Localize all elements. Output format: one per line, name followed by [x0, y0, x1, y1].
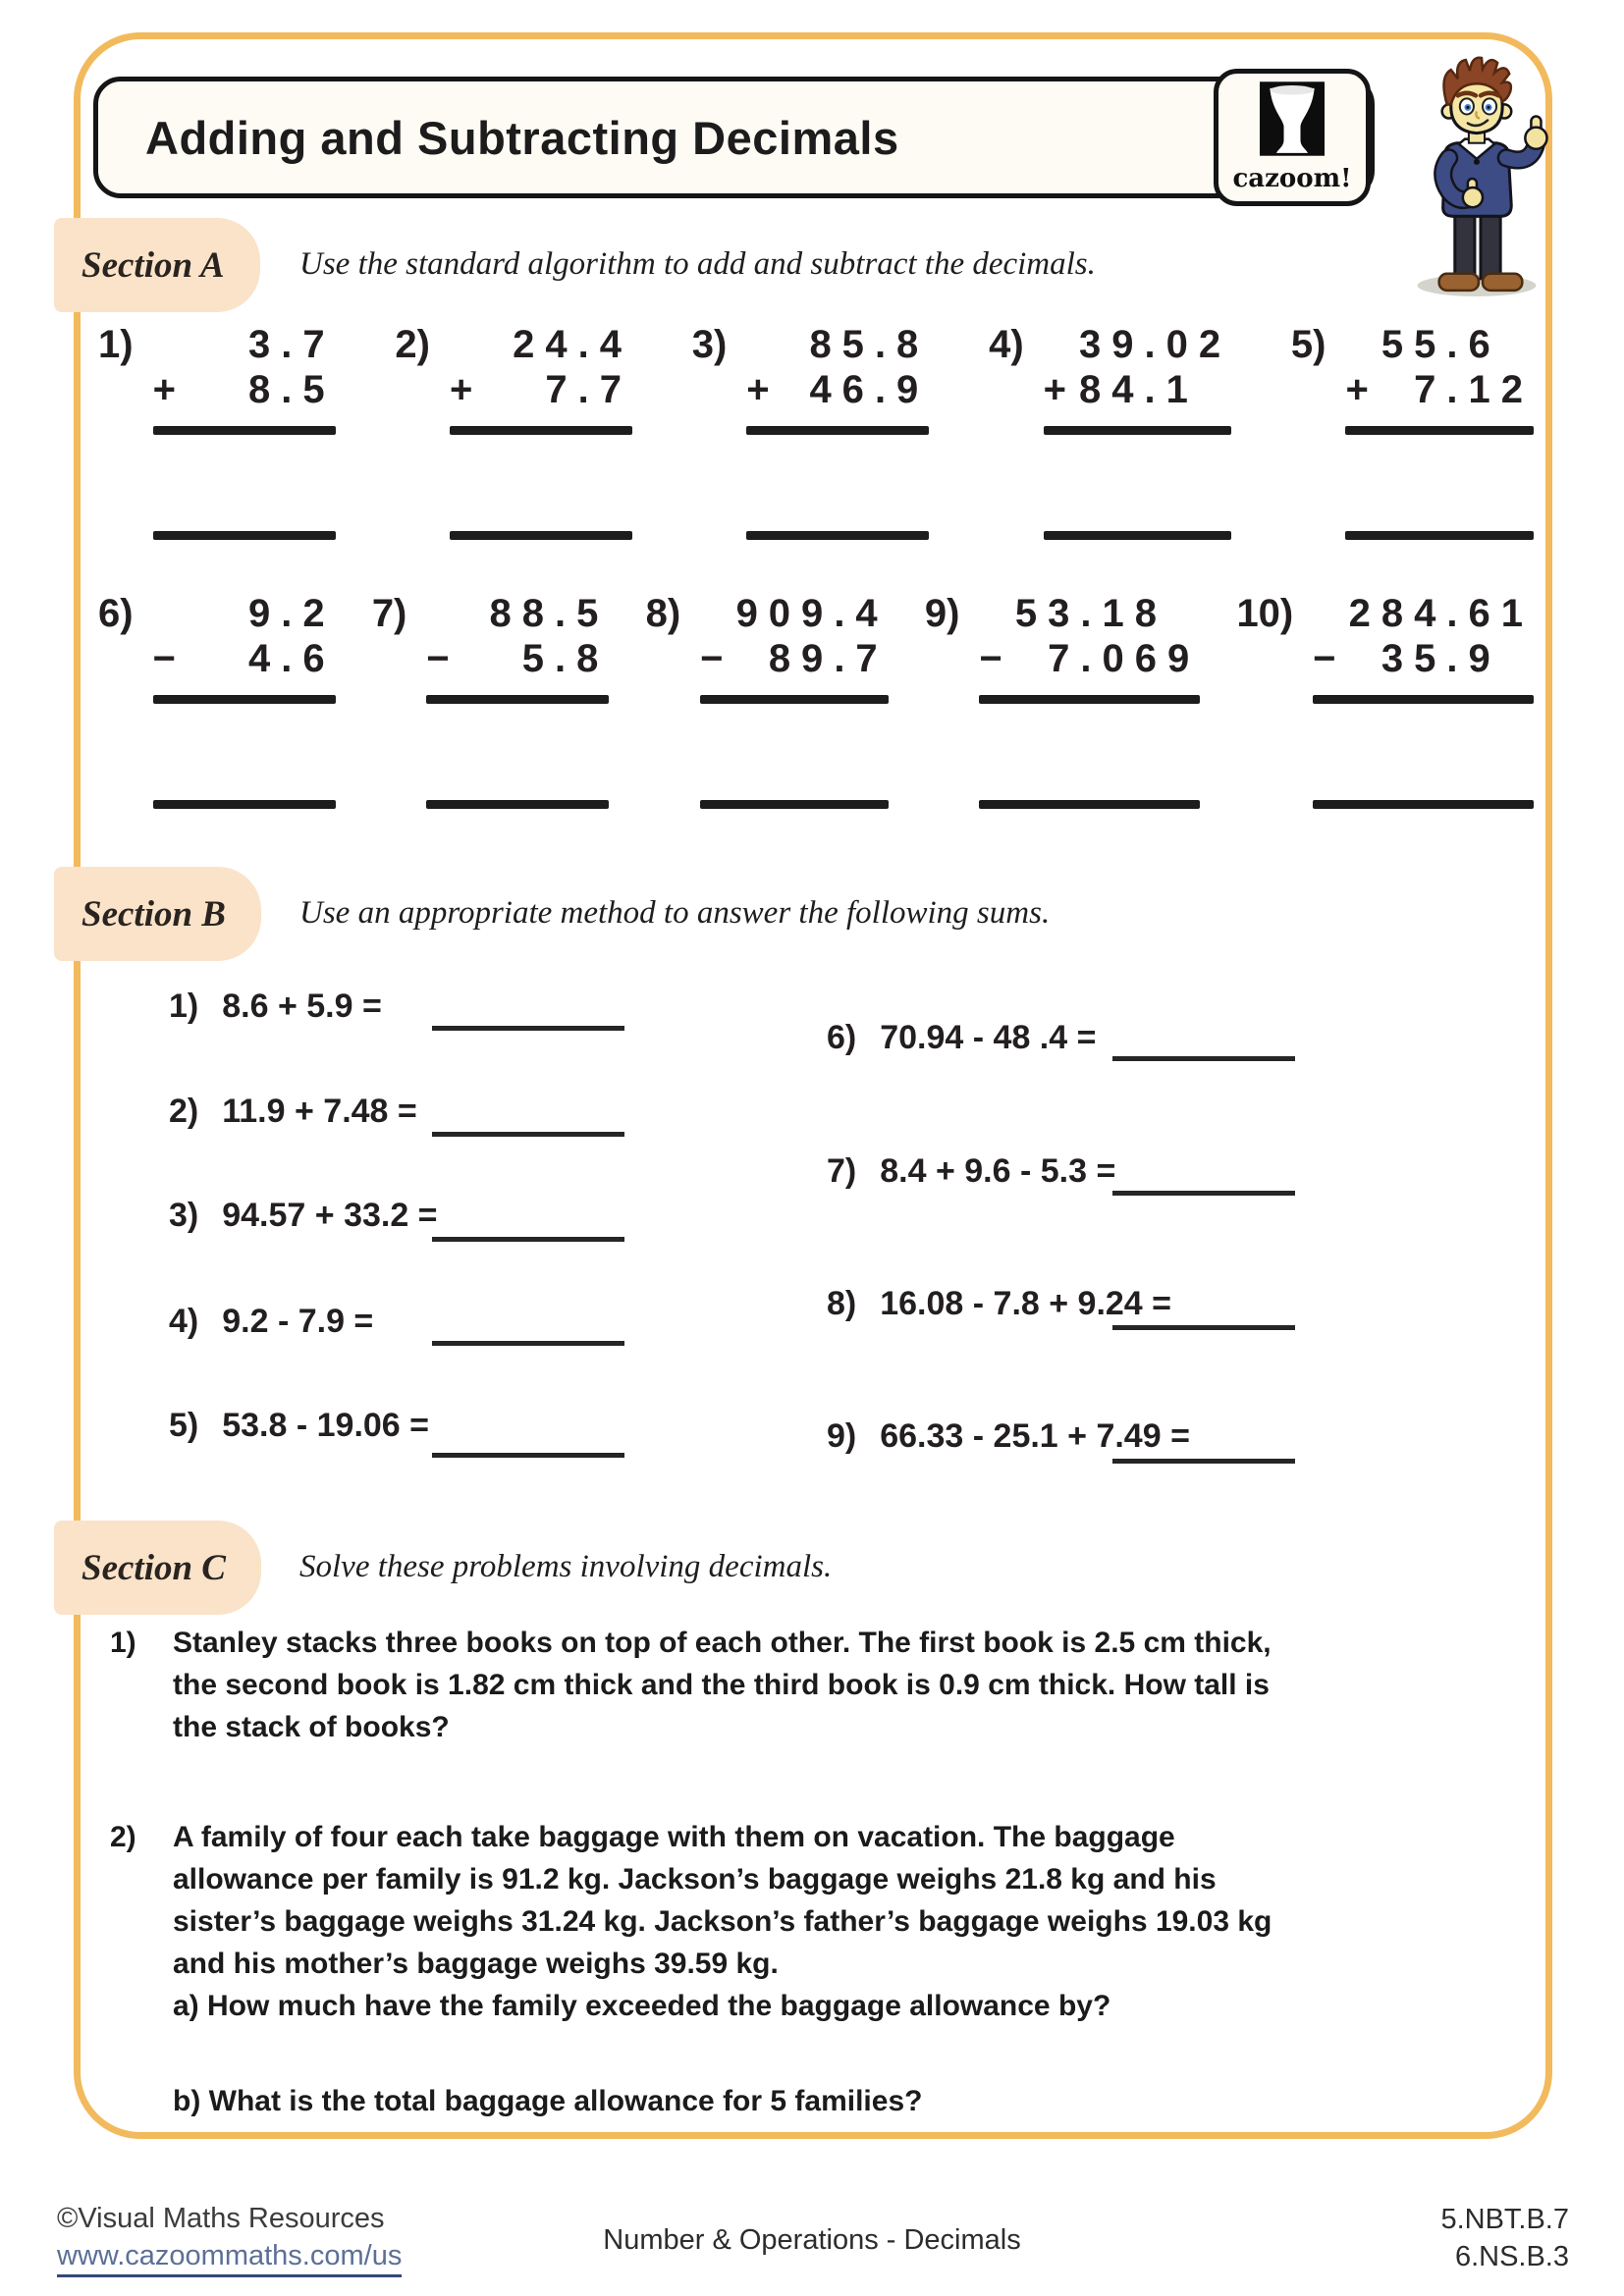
sum-problem-4 [169, 1302, 373, 1341]
answer-line [153, 531, 336, 540]
top-operand-int: 55 [1380, 323, 1447, 366]
answer-line [432, 1026, 624, 1031]
problem-number: 1) [98, 323, 134, 366]
column-sum [153, 322, 336, 540]
answer-line [426, 800, 609, 809]
equals-bar [979, 695, 1200, 704]
section-b-label-text: Section B [81, 893, 226, 934]
spacer [746, 322, 782, 367]
spacer [153, 322, 189, 367]
operator: + [1043, 368, 1078, 411]
top-operand-int: 9 [247, 592, 282, 635]
sum-problem-9 [827, 1416, 1190, 1456]
word-problem-2 [110, 1816, 1514, 2122]
problem-number: 2) [395, 323, 430, 366]
bottom-operand-frac: .8 [555, 637, 610, 680]
top-operand-int: 3 [247, 323, 282, 366]
sub-question-a: a) How much have the family exceeded the baggage allowance by? [173, 1990, 1111, 2022]
expression: 9.2 - 7.9 = [222, 1303, 374, 1340]
top-operand-int: 284 [1348, 592, 1447, 635]
bottom-operand-frac: .9 [1446, 637, 1501, 680]
bottom-operand-int: 35 [1380, 637, 1447, 680]
problem-number: 5) [1290, 323, 1326, 366]
answer-line [1313, 800, 1534, 809]
page-title: Adding and Subtracting Decimals [145, 111, 899, 164]
problem-number: 4) [169, 1303, 199, 1340]
footer-standards [1440, 2201, 1569, 2275]
column-sum [979, 591, 1200, 809]
sum-problem-2 [169, 1092, 417, 1131]
problem-number: 8) [827, 1285, 857, 1322]
equals-bar [1345, 426, 1533, 435]
section-c-instruction: Solve these problems involving decimals. [299, 1549, 833, 1584]
bottom-operand-frac: .7 [577, 368, 632, 411]
column-sum [426, 591, 609, 809]
section-c-label-text: Section C [81, 1547, 226, 1588]
drum-icon [1260, 81, 1325, 161]
spacer [1345, 322, 1380, 367]
bottom-operand-frac: .6 [281, 637, 336, 680]
sum-problem-7 [827, 1151, 1115, 1191]
problem-number: 2) [110, 1821, 136, 1853]
section-a-instruction: Use the standard algorithm to add and subtract the decimals. [299, 246, 1096, 282]
operator: − [1313, 637, 1347, 680]
problem-number: 1) [110, 1627, 136, 1659]
top-operand-int: 24 [513, 323, 578, 366]
operator: − [979, 637, 1013, 680]
standard-code: 6.NS.B.3 [1454, 2241, 1569, 2272]
section-a-label-text: Section A [81, 244, 225, 286]
answer-line [450, 531, 632, 540]
problem-number: 9) [924, 592, 960, 635]
problem-number: 6) [98, 592, 134, 635]
equals-bar [153, 695, 336, 704]
bottom-operand-int: 7 [1048, 637, 1081, 680]
section-b-instruction: Use an appropriate method to answer the following sums. [299, 895, 1051, 931]
top-operand-frac: .2 [281, 592, 336, 635]
top-operand-frac: .8 [874, 323, 930, 366]
answer-line [700, 800, 888, 809]
answer-line [432, 1237, 624, 1242]
column-problem-9 [925, 591, 1200, 809]
bottom-operand-frac: .069 [1080, 637, 1201, 680]
answer-line [432, 1453, 624, 1458]
operator: + [152, 368, 187, 411]
top-operand-frac: .02 [1144, 323, 1232, 366]
column-problem-5 [1291, 322, 1534, 540]
expression: 8.6 + 5.9 = [222, 988, 382, 1025]
problem-line: the second book is 1.82 cm thick and the third book is 0.9 cm thick. How tall is [173, 1669, 1270, 1701]
bottom-operand-int: 89 [768, 637, 835, 680]
top-operand-int: 85 [809, 323, 875, 366]
equals-bar [426, 695, 609, 704]
bottom-operand-int: 4 [247, 637, 282, 680]
bottom-operand-int: 5 [521, 637, 556, 680]
expression: 8.4 + 9.6 - 5.3 = [880, 1152, 1116, 1190]
column-sum [746, 322, 929, 540]
sum-problem-3 [169, 1196, 438, 1235]
problem-line: and his mother’s baggage weighs 39.59 kg. [173, 1948, 779, 1980]
section-c-label [54, 1521, 261, 1615]
answer-line [1345, 531, 1533, 540]
bottom-operand-frac: .9 [874, 368, 930, 411]
cazoom-logo-text: cazoom! [1232, 164, 1352, 193]
bottom-operand-frac: .5 [281, 368, 336, 411]
problem-number: 3) [169, 1197, 199, 1234]
column-problem-10 [1236, 591, 1534, 809]
answer-line [1112, 1056, 1295, 1061]
top-operand-frac: .61 [1446, 592, 1534, 635]
top-operand-int: 88 [489, 592, 556, 635]
problem-number: 3) [691, 323, 728, 366]
problem-number: 4) [989, 323, 1024, 366]
column-sum [1313, 591, 1534, 809]
answer-line [432, 1341, 624, 1346]
equals-bar [700, 695, 888, 704]
expression: 66.33 - 25.1 + 7.49 = [880, 1417, 1190, 1455]
spacer [1044, 322, 1079, 367]
section-a-row-2 [98, 591, 1534, 809]
footer-category: Number & Operations - Decimals [603, 2224, 1021, 2256]
bottom-operand-int: 46 [809, 368, 875, 411]
column-problem-2 [395, 322, 632, 540]
column-sum [1345, 322, 1533, 540]
equals-bar [1313, 695, 1534, 704]
column-problem-8 [646, 591, 889, 809]
bottom-operand-frac: .12 [1446, 368, 1534, 411]
column-problem-1 [98, 322, 336, 540]
title-box [93, 77, 1375, 198]
answer-line [746, 531, 929, 540]
sub-question-b: b) What is the total baggage allowance for 5 families? [173, 2085, 923, 2117]
word-problem-1 [110, 1622, 1514, 1748]
answer-line [1044, 531, 1231, 540]
expression: 70.94 - 48 .4 = [880, 1019, 1097, 1056]
column-sum [700, 591, 888, 809]
cazoom-logo [1214, 69, 1371, 206]
top-operand-frac: .6 [1446, 323, 1501, 366]
sum-problem-1 [169, 987, 382, 1026]
expression: 94.57 + 33.2 = [222, 1197, 438, 1234]
problem-number: 2) [169, 1093, 199, 1130]
bottom-operand-int: 8 [247, 368, 282, 411]
top-operand-frac: .5 [555, 592, 610, 635]
answer-line [153, 800, 336, 809]
operator: − [152, 637, 187, 680]
problem-line: sister’s baggage weighs 31.24 kg. Jackson’s father’s baggage weighs 19.03 kg [173, 1905, 1272, 1938]
problem-number: 8) [645, 592, 681, 635]
column-problem-4 [989, 322, 1231, 540]
spacer [450, 322, 485, 367]
column-sum [450, 322, 632, 540]
equals-bar [450, 426, 632, 435]
problem-number: 1) [169, 988, 199, 1025]
sum-problem-5 [169, 1406, 429, 1445]
bottom-operand-frac: .7 [834, 637, 889, 680]
section-a-label [54, 218, 260, 312]
problem-number: 7) [827, 1152, 857, 1190]
spacer [700, 591, 735, 636]
spacer [426, 591, 461, 636]
answer-line [432, 1132, 624, 1137]
top-operand-frac: .7 [281, 323, 336, 366]
spacer [1313, 591, 1348, 636]
operator: − [700, 637, 734, 680]
problem-number: 5) [169, 1407, 199, 1444]
column-problem-6 [98, 591, 336, 809]
answer-line [1112, 1459, 1295, 1464]
problem-line: Stanley stacks three books on top of each other. The first book is 2.5 cm thick, [173, 1627, 1272, 1659]
answer-line [979, 800, 1200, 809]
operator: + [449, 368, 484, 411]
problem-text [173, 1622, 1514, 1748]
equals-bar [746, 426, 929, 435]
column-sum [153, 591, 336, 809]
equals-bar [153, 426, 336, 435]
problem-number: 6) [827, 1019, 857, 1056]
mascot-boy-illustration [1392, 55, 1571, 302]
column-problem-3 [692, 322, 930, 540]
spacer [979, 591, 1014, 636]
bottom-operand-int: 7 [545, 368, 578, 411]
top-operand-frac: .18 [1080, 592, 1167, 635]
problem-line: allowance per family is 91.2 kg. Jackson’s baggage weighs 21.8 kg and his [173, 1863, 1217, 1896]
column-problem-7 [372, 591, 610, 809]
footer-copyright: ©Visual Maths Resources [57, 2203, 385, 2234]
answer-line [1112, 1325, 1295, 1330]
answer-line [1112, 1191, 1295, 1196]
standard-code: 5.NBT.B.7 [1440, 2204, 1569, 2235]
bottom-operand-int: 84 [1079, 368, 1145, 411]
sum-problem-8 [827, 1284, 1171, 1323]
footer-link[interactable]: www.cazoommaths.com/us [57, 2238, 402, 2277]
operator: + [746, 368, 781, 411]
expression: 53.8 - 19.06 = [222, 1407, 430, 1444]
column-sum [1044, 322, 1231, 540]
problem-number: 10) [1236, 592, 1294, 635]
problem-line: A family of four each take baggage with them on vacation. The baggage [173, 1821, 1175, 1853]
section-a-row-1 [98, 322, 1534, 540]
operator: − [426, 637, 460, 680]
problem-number: 9) [827, 1417, 857, 1455]
problem-text [173, 1816, 1514, 2122]
problem-line: the stack of books? [173, 1711, 450, 1743]
expression: 16.08 - 7.8 + 9.24 = [880, 1285, 1172, 1322]
top-operand-int: 39 [1079, 323, 1145, 366]
sum-problem-6 [827, 1018, 1096, 1057]
equals-bar [1044, 426, 1231, 435]
expression: 11.9 + 7.48 = [222, 1093, 417, 1130]
top-operand-frac: .4 [577, 323, 632, 366]
operator: + [1345, 368, 1380, 411]
bottom-operand-int: 7 [1414, 368, 1447, 411]
top-operand-int: 53 [1014, 592, 1081, 635]
top-operand-int: 909 [735, 592, 835, 635]
spacer [153, 591, 189, 636]
problem-number: 7) [371, 592, 407, 635]
section-b-label [54, 867, 261, 961]
top-operand-frac: .4 [834, 592, 889, 635]
bottom-operand-frac: .1 [1144, 368, 1199, 411]
